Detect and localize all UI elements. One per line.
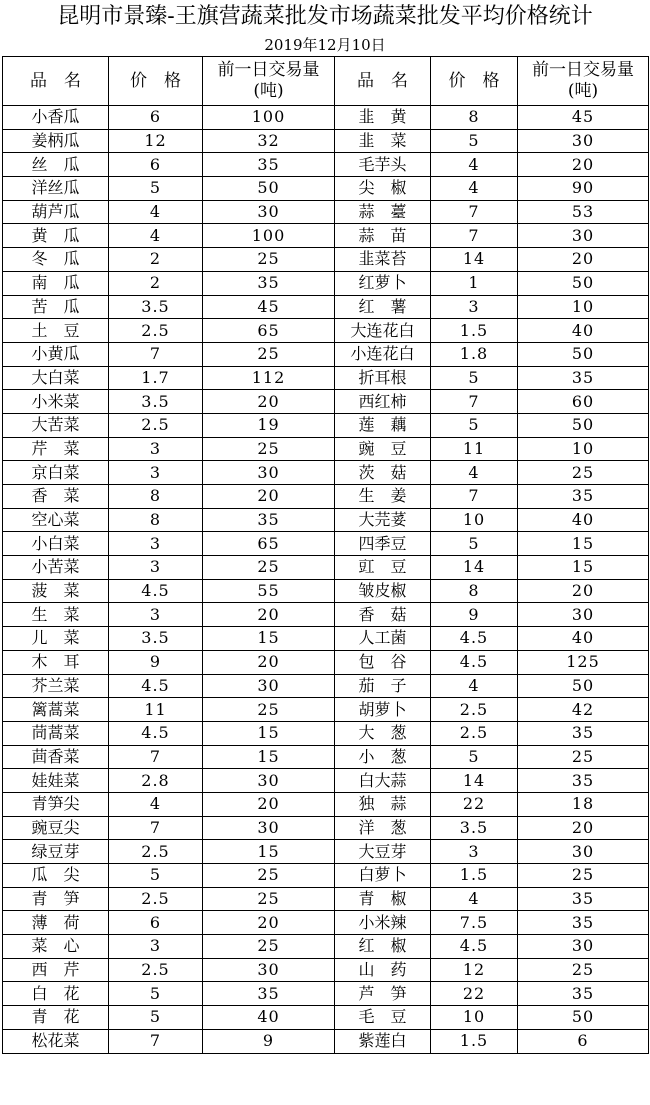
- item-volume-left: 25: [203, 864, 335, 888]
- item-name-left: 青 花: [3, 1006, 109, 1030]
- item-price-right: 5: [431, 532, 518, 556]
- item-volume-right: 30: [518, 603, 649, 627]
- item-price-right: 9: [431, 603, 518, 627]
- item-price-right: 22: [431, 982, 518, 1006]
- item-name-right: 韭 菜: [335, 129, 431, 153]
- item-name-left: 生 菜: [3, 603, 109, 627]
- item-name-left: 菜 心: [3, 935, 109, 959]
- item-price-right: 5: [431, 366, 518, 390]
- item-name-left: 芹 菜: [3, 437, 109, 461]
- item-volume-right: 35: [518, 769, 649, 793]
- table-row: [3, 271, 649, 295]
- item-price-left: 2.8: [109, 769, 203, 793]
- item-volume-left: 25: [203, 698, 335, 722]
- item-volume-left: 9: [203, 1029, 335, 1053]
- item-name-left: 豌豆尖: [3, 816, 109, 840]
- item-name-left: 娃娃菜: [3, 769, 109, 793]
- item-price-right: 4: [431, 461, 518, 485]
- item-volume-right: 30: [518, 840, 649, 864]
- item-volume-left: 20: [203, 911, 335, 935]
- item-name-left: 白 花: [3, 982, 109, 1006]
- item-volume-left: 30: [203, 958, 335, 982]
- item-price-left: 3: [109, 935, 203, 959]
- table-row: [3, 129, 649, 153]
- item-price-right: 8: [431, 106, 518, 130]
- item-name-left: 小白菜: [3, 532, 109, 556]
- item-price-left: 12: [109, 129, 203, 153]
- item-price-left: 3: [109, 603, 203, 627]
- col-header-volume-left: 前一日交易量(吨): [203, 57, 335, 106]
- item-name-left: 茴香菜: [3, 745, 109, 769]
- item-name-right: 韭菜苔: [335, 248, 431, 272]
- item-name-right: 人工菌: [335, 627, 431, 651]
- item-name-right: 四季豆: [335, 532, 431, 556]
- item-name-right: 红 薯: [335, 295, 431, 319]
- table-row: [3, 674, 649, 698]
- table-row: [3, 437, 649, 461]
- table-row: [3, 792, 649, 816]
- item-name-left: 香 菜: [3, 485, 109, 509]
- item-volume-right: 40: [518, 508, 649, 532]
- item-name-left: 大苦菜: [3, 413, 109, 437]
- item-name-right: 白大蒜: [335, 769, 431, 793]
- item-name-left: 姜柄瓜: [3, 129, 109, 153]
- item-name-right: 大芫荽: [335, 508, 431, 532]
- item-volume-right: 40: [518, 319, 649, 343]
- item-volume-right: 125: [518, 650, 649, 674]
- item-price-right: 5: [431, 129, 518, 153]
- item-name-right: 韭 黄: [335, 106, 431, 130]
- item-price-right: 5: [431, 745, 518, 769]
- item-price-right: 1: [431, 271, 518, 295]
- item-name-left: 空心菜: [3, 508, 109, 532]
- item-volume-left: 45: [203, 295, 335, 319]
- item-price-right: 4: [431, 153, 518, 177]
- item-volume-right: 42: [518, 698, 649, 722]
- item-name-left: 芥兰菜: [3, 674, 109, 698]
- item-price-right: 2.5: [431, 721, 518, 745]
- item-name-right: 胡萝卜: [335, 698, 431, 722]
- item-volume-right: 6: [518, 1029, 649, 1053]
- table-row: [3, 413, 649, 437]
- item-price-left: 8: [109, 485, 203, 509]
- item-volume-right: 35: [518, 366, 649, 390]
- item-name-right: 西红柿: [335, 390, 431, 414]
- item-price-right: 10: [431, 1006, 518, 1030]
- item-price-left: 7: [109, 816, 203, 840]
- item-price-left: 3.5: [109, 295, 203, 319]
- item-name-right: 蒜 薹: [335, 200, 431, 224]
- item-price-left: 8: [109, 508, 203, 532]
- item-price-right: 14: [431, 248, 518, 272]
- table-row: [3, 390, 649, 414]
- item-price-right: 14: [431, 769, 518, 793]
- item-volume-right: 50: [518, 342, 649, 366]
- item-name-left: 土 豆: [3, 319, 109, 343]
- item-name-left: 儿 菜: [3, 627, 109, 651]
- item-name-right: 山 药: [335, 958, 431, 982]
- item-name-right: 红萝卜: [335, 271, 431, 295]
- item-price-left: 7: [109, 745, 203, 769]
- item-volume-right: 50: [518, 271, 649, 295]
- table-row: [3, 248, 649, 272]
- item-volume-left: 15: [203, 627, 335, 651]
- item-volume-right: 35: [518, 982, 649, 1006]
- item-name-left: 小苦菜: [3, 556, 109, 580]
- item-name-right: 皱皮椒: [335, 579, 431, 603]
- item-volume-left: 65: [203, 319, 335, 343]
- item-price-left: 7: [109, 1029, 203, 1053]
- item-name-left: 薄 荷: [3, 911, 109, 935]
- item-price-right: 1.8: [431, 342, 518, 366]
- item-price-left: 4.5: [109, 674, 203, 698]
- item-volume-left: 20: [203, 650, 335, 674]
- table-row: [3, 366, 649, 390]
- item-name-right: 小米辣: [335, 911, 431, 935]
- item-volume-right: 50: [518, 413, 649, 437]
- item-volume-left: 25: [203, 342, 335, 366]
- item-name-right: 茨 菇: [335, 461, 431, 485]
- item-volume-left: 15: [203, 721, 335, 745]
- table-row: [3, 153, 649, 177]
- item-name-right: 大 葱: [335, 721, 431, 745]
- table-row: [3, 579, 649, 603]
- item-name-left: 冬 瓜: [3, 248, 109, 272]
- item-price-right: 4.5: [431, 627, 518, 651]
- item-name-left: 小黄瓜: [3, 342, 109, 366]
- item-volume-left: 35: [203, 271, 335, 295]
- item-volume-right: 20: [518, 579, 649, 603]
- item-volume-right: 60: [518, 390, 649, 414]
- item-price-left: 1.7: [109, 366, 203, 390]
- item-volume-left: 20: [203, 485, 335, 509]
- item-name-right: 毛芋头: [335, 153, 431, 177]
- item-price-left: 9: [109, 650, 203, 674]
- item-volume-right: 20: [518, 248, 649, 272]
- item-name-left: 小香瓜: [3, 106, 109, 130]
- item-volume-left: 112: [203, 366, 335, 390]
- item-volume-right: 15: [518, 556, 649, 580]
- item-price-left: 3: [109, 532, 203, 556]
- item-volume-left: 25: [203, 248, 335, 272]
- item-price-left: 3: [109, 461, 203, 485]
- item-name-right: 紫莲白: [335, 1029, 431, 1053]
- item-price-right: 4: [431, 177, 518, 201]
- item-price-left: 3.5: [109, 390, 203, 414]
- item-price-left: 5: [109, 982, 203, 1006]
- table-row: [3, 627, 649, 651]
- col-header-price-left: 价 格: [109, 57, 203, 106]
- table-row: [3, 816, 649, 840]
- table-row: [3, 864, 649, 888]
- item-price-right: 5: [431, 413, 518, 437]
- table-row: [3, 200, 649, 224]
- item-volume-left: 20: [203, 603, 335, 627]
- item-volume-right: 10: [518, 437, 649, 461]
- table-row: [3, 485, 649, 509]
- item-volume-left: 65: [203, 532, 335, 556]
- item-price-right: 7: [431, 390, 518, 414]
- item-volume-left: 19: [203, 413, 335, 437]
- item-name-left: 绿豆芽: [3, 840, 109, 864]
- table-row: [3, 982, 649, 1006]
- item-volume-left: 35: [203, 508, 335, 532]
- item-name-left: 南 瓜: [3, 271, 109, 295]
- item-name-left: 木 耳: [3, 650, 109, 674]
- item-volume-right: 53: [518, 200, 649, 224]
- item-name-left: 松花菜: [3, 1029, 109, 1053]
- item-name-left: 瓜 尖: [3, 864, 109, 888]
- item-price-right: 4: [431, 887, 518, 911]
- item-name-left: 篱蒿菜: [3, 698, 109, 722]
- item-price-left: 7: [109, 342, 203, 366]
- item-price-right: 3.5: [431, 816, 518, 840]
- item-price-left: 6: [109, 911, 203, 935]
- table-row: [3, 556, 649, 580]
- item-price-left: 6: [109, 153, 203, 177]
- table-row: [3, 106, 649, 130]
- item-volume-left: 100: [203, 224, 335, 248]
- table-row: [3, 650, 649, 674]
- table-row: [3, 603, 649, 627]
- item-price-left: 3: [109, 437, 203, 461]
- item-name-right: 莲 藕: [335, 413, 431, 437]
- table-row: [3, 840, 649, 864]
- item-volume-left: 50: [203, 177, 335, 201]
- item-price-left: 6: [109, 106, 203, 130]
- item-name-right: 蒜 苗: [335, 224, 431, 248]
- item-price-left: 4.5: [109, 579, 203, 603]
- item-volume-left: 20: [203, 390, 335, 414]
- item-name-right: 白萝卜: [335, 864, 431, 888]
- item-volume-right: 35: [518, 485, 649, 509]
- item-volume-right: 45: [518, 106, 649, 130]
- item-price-right: 8: [431, 579, 518, 603]
- item-name-right: 青 椒: [335, 887, 431, 911]
- table-row: [3, 508, 649, 532]
- item-volume-right: 30: [518, 935, 649, 959]
- item-price-right: 12: [431, 958, 518, 982]
- item-name-right: 小连花白: [335, 342, 431, 366]
- item-name-left: 小米菜: [3, 390, 109, 414]
- col-header-name-right: 品 名: [335, 57, 431, 106]
- item-price-left: 4.5: [109, 721, 203, 745]
- item-price-right: 10: [431, 508, 518, 532]
- item-name-left: 大白菜: [3, 366, 109, 390]
- item-volume-right: 25: [518, 864, 649, 888]
- item-name-right: 大连花白: [335, 319, 431, 343]
- item-name-left: 黄 瓜: [3, 224, 109, 248]
- item-price-left: 2.5: [109, 413, 203, 437]
- item-name-right: 尖 椒: [335, 177, 431, 201]
- item-price-right: 22: [431, 792, 518, 816]
- table-row: [3, 698, 649, 722]
- table-header-row: [3, 57, 649, 106]
- item-volume-right: 50: [518, 1006, 649, 1030]
- item-name-right: 香 菇: [335, 603, 431, 627]
- item-volume-right: 40: [518, 627, 649, 651]
- item-price-left: 4: [109, 792, 203, 816]
- item-price-left: 2: [109, 248, 203, 272]
- table-row: [3, 769, 649, 793]
- item-name-right: 豇 豆: [335, 556, 431, 580]
- item-name-left: 西 芹: [3, 958, 109, 982]
- item-name-left: 菠 菜: [3, 579, 109, 603]
- table-row: [3, 745, 649, 769]
- item-price-right: 4: [431, 674, 518, 698]
- table-row: [3, 461, 649, 485]
- item-price-left: 3.5: [109, 627, 203, 651]
- col-header-name-left: 品 名: [3, 57, 109, 106]
- item-price-right: 7: [431, 200, 518, 224]
- item-price-left: 4: [109, 224, 203, 248]
- item-volume-right: 35: [518, 721, 649, 745]
- table-row: [3, 887, 649, 911]
- item-name-left: 青笋尖: [3, 792, 109, 816]
- item-volume-right: 10: [518, 295, 649, 319]
- item-volume-left: 25: [203, 437, 335, 461]
- item-price-right: 4.5: [431, 650, 518, 674]
- report-date: 2019年12月10日: [264, 36, 386, 54]
- item-volume-right: 35: [518, 887, 649, 911]
- item-volume-left: 30: [203, 674, 335, 698]
- table-row: [3, 1029, 649, 1053]
- table-row: [3, 958, 649, 982]
- item-volume-left: 25: [203, 556, 335, 580]
- item-price-left: 2: [109, 271, 203, 295]
- table-row: [3, 935, 649, 959]
- item-price-right: 11: [431, 437, 518, 461]
- item-name-right: 毛 豆: [335, 1006, 431, 1030]
- item-price-left: 3: [109, 556, 203, 580]
- item-price-right: 4.5: [431, 935, 518, 959]
- item-volume-left: 55: [203, 579, 335, 603]
- item-name-right: 小 葱: [335, 745, 431, 769]
- item-volume-left: 15: [203, 745, 335, 769]
- item-name-right: 生 姜: [335, 485, 431, 509]
- col-header-volume-right: 前一日交易量(吨): [518, 57, 649, 106]
- item-name-left: 茼蒿菜: [3, 721, 109, 745]
- item-name-right: 豌 豆: [335, 437, 431, 461]
- item-volume-right: 30: [518, 224, 649, 248]
- item-volume-left: 30: [203, 816, 335, 840]
- item-volume-right: 25: [518, 745, 649, 769]
- item-volume-left: 32: [203, 129, 335, 153]
- table-row: [3, 224, 649, 248]
- table-body: [3, 106, 649, 1054]
- item-volume-right: 50: [518, 674, 649, 698]
- item-price-left: 2.5: [109, 887, 203, 911]
- item-price-left: 2.5: [109, 958, 203, 982]
- item-name-right: 红 椒: [335, 935, 431, 959]
- item-price-right: 14: [431, 556, 518, 580]
- item-price-left: 11: [109, 698, 203, 722]
- item-name-right: 大豆芽: [335, 840, 431, 864]
- item-name-left: 丝 瓜: [3, 153, 109, 177]
- item-price-right: 7.5: [431, 911, 518, 935]
- item-volume-left: 15: [203, 840, 335, 864]
- item-price-right: 3: [431, 840, 518, 864]
- item-name-right: 包 谷: [335, 650, 431, 674]
- item-price-right: 7: [431, 485, 518, 509]
- item-name-right: 芦 笋: [335, 982, 431, 1006]
- item-volume-left: 35: [203, 153, 335, 177]
- item-volume-right: 35: [518, 911, 649, 935]
- item-volume-left: 35: [203, 982, 335, 1006]
- item-price-left: 2.5: [109, 319, 203, 343]
- item-price-left: 5: [109, 1006, 203, 1030]
- page-title: 昆明市景臻-王旗营蔬菜批发市场蔬菜批发平均价格统计: [57, 4, 593, 29]
- item-name-left: 葫芦瓜: [3, 200, 109, 224]
- price-table: [2, 56, 649, 1054]
- item-volume-right: 30: [518, 129, 649, 153]
- item-volume-left: 25: [203, 935, 335, 959]
- item-price-right: 2.5: [431, 698, 518, 722]
- item-volume-left: 30: [203, 461, 335, 485]
- item-volume-left: 25: [203, 887, 335, 911]
- table-row: [3, 177, 649, 201]
- item-price-left: 5: [109, 864, 203, 888]
- item-name-right: 独 蒜: [335, 792, 431, 816]
- item-name-left: 洋丝瓜: [3, 177, 109, 201]
- item-price-left: 2.5: [109, 840, 203, 864]
- item-volume-left: 100: [203, 106, 335, 130]
- table-row: [3, 532, 649, 556]
- table-row: [3, 342, 649, 366]
- table-row: [3, 911, 649, 935]
- item-name-left: 苦 瓜: [3, 295, 109, 319]
- col-header-price-right: 价 格: [431, 57, 518, 106]
- item-volume-left: 20: [203, 792, 335, 816]
- item-volume-right: 20: [518, 153, 649, 177]
- item-price-right: 3: [431, 295, 518, 319]
- item-name-right: 洋 葱: [335, 816, 431, 840]
- item-volume-right: 25: [518, 958, 649, 982]
- item-volume-left: 30: [203, 200, 335, 224]
- item-volume-right: 15: [518, 532, 649, 556]
- item-price-right: 7: [431, 224, 518, 248]
- item-volume-right: 25: [518, 461, 649, 485]
- item-volume-right: 90: [518, 177, 649, 201]
- table-row: [3, 1006, 649, 1030]
- table-row: [3, 721, 649, 745]
- item-name-left: 京白菜: [3, 461, 109, 485]
- item-price-left: 4: [109, 200, 203, 224]
- item-volume-left: 30: [203, 769, 335, 793]
- item-name-right: 茄 子: [335, 674, 431, 698]
- table-row: [3, 295, 649, 319]
- item-name-right: 折耳根: [335, 366, 431, 390]
- item-name-left: 青 笋: [3, 887, 109, 911]
- item-price-right: 1.5: [431, 1029, 518, 1053]
- item-price-right: 1.5: [431, 319, 518, 343]
- item-price-right: 1.5: [431, 864, 518, 888]
- item-volume-right: 20: [518, 816, 649, 840]
- table-row: [3, 319, 649, 343]
- item-volume-left: 40: [203, 1006, 335, 1030]
- item-volume-right: 18: [518, 792, 649, 816]
- item-price-left: 5: [109, 177, 203, 201]
